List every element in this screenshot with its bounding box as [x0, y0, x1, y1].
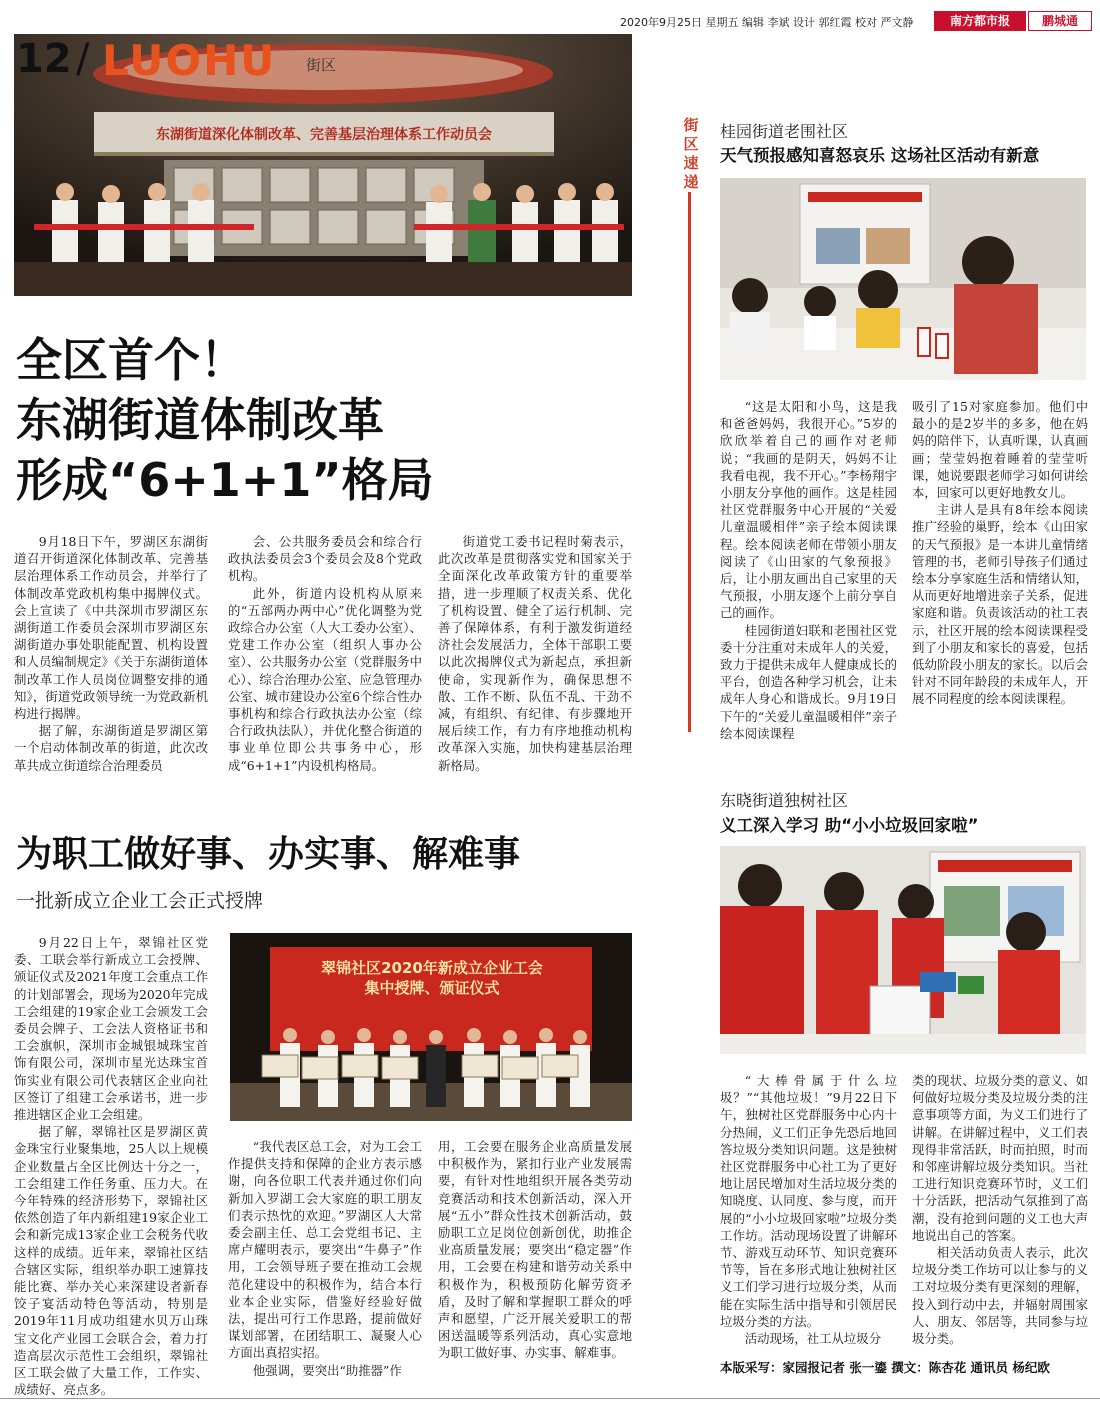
paragraph: “这是太阳和小鸟，这是我和爸爸妈妈，我很开心。”5岁的欣欣举着自己的画作对老师说；“我画的是阴天，妈妈不让我看电视，我不开心。”李杨翔宇小朋友分享他的画作。这是桂园社区党群服务中心开展的“关爱儿童温暖相伴”亲子绘本阅读课程。绘本阅读老师在带领小朋友阅读了《山田家的气象预报》后，让小朋友画出自己家里的天气预报，小朋友逐个上前分享自己的画作。	[720, 399, 897, 621]
union-banner	[272, 958, 592, 998]
sidebar-divider	[688, 192, 691, 732]
banner-line: 集中授牌、颁证仪式	[364, 979, 500, 997]
paragraph: 此外，街道内设机构从原来的“五部两办两中心”优化调整为党政综合办公室（人大工委办公室）、党建工作办公室（组织人事办公室）、公共服务办公室（党群服务中心）、综合治理办公室、应急管理办公室、城市建设办公室6个综合性办事机构和综合行政执法办公室（综合行政执法队），并优化整合街道的事业单位即公共事务中心，形成“6+1+1”内设机构格局。	[228, 585, 422, 773]
article2-col1	[14, 934, 208, 1398]
story2-col1	[720, 1072, 897, 1347]
paragraph: 据了解，翠锦社区是罗湖区黄金珠宝行业聚集地，25人以上规模企业数量占全区比例达十分之一，工会组建工作任务重、压力大。在今年特殊的经济形势下，翠锦社区依然创造了年内新组建19家企业工会和新完成13家企业工会税务代收这样的成绩。近年来，翠锦社区结合辖区实际，组织举办职工速算技能比赛、举办关心来深建设者新春饺子宴活动特色等活动，特别是2019年11月成功组建水贝万山珠宝文化产业园工会联合会，着力打造高层次示范性工会组织，翠锦社区工联会做了大量工作，工作实、成绩好、亮点多。	[14, 1124, 208, 1398]
article2-col2	[228, 1138, 422, 1379]
article1-col3	[438, 533, 632, 774]
paragraph: “我代表区总工会，对为工会工作提供支持和保障的企业方表示感谢，向各位职工代表并通过你们向新加入罗湖工会大家庭的职工朋友们表示热忱的欢迎。”罗湖区人大常委会副主任、总工会党组书记、主席卢耀明表示，要突出“牛鼻子”作用，工会领导班子要在推动工会规范化建设中的积极作为，结合本行业本企业实际，借鉴好经验好做法，提出可行工作思路，提前做好谋划部署，在团结职工、凝聚人心方面出真招实招。	[228, 1139, 422, 1361]
story1-headline: 天气预报感知喜怒哀乐 这场社区活动有新意	[720, 146, 1040, 165]
credits-line: 本版采写：家园报记者 张一鎏 撰文：陈杏花 通讯员 杨纪欧	[720, 1360, 1050, 1375]
paragraph: 9月18日下午，罗湖区东湖街道召开街道深化体制改革、完善基层治理体系工作动员会，并举行了体制改革党政机构集中揭牌仪式。会上宣读了《中共深圳市罗湖区东湖街道工作委员会深圳市罗湖区东湖街道办事处职能配置、机构设置和人员编制规定》《关于东湖街道体制改革工作人员岗位调整安排的通知》，街道党政领导统一为党政新机构进行揭牌。	[14, 534, 208, 722]
paragraph: 相关活动负责人表示，此次垃圾分类工作坊可以让参与的义工对垃圾分类有更深刻的理解，投入到行动中去，并辐射周围家人、朋友、邻居等，共同参与垃圾分类。	[912, 1245, 1088, 1347]
section-subtitle: 街区	[306, 56, 337, 74]
article2-headline: 为职工做好事、办实事、解难事	[16, 834, 521, 875]
story2-headline: 义工深入学习 助“小小垃圾回家啦”	[720, 816, 979, 835]
article1-headline	[16, 330, 656, 510]
paragraph: 9月22日上午，翠锦社区党委、工联会举行新成立工会授牌、颁证仪式及2021年度工会重点工作的计划部署会，现场为2020年完成工会组建的19家企业工会颁发工会委员会牌子、工会法人资格证书和工会旗帜，深圳市金城银城珠宝首饰有限公司，深圳市星光达珠宝首饰实业有限公司代表辖区企业向社区签订了组建工会承诺书，进一步推进辖区企业工会组建。	[14, 935, 208, 1123]
paragraph: “大棒骨属于什么垃圾？”“其他垃圾！”9月22日下午，独树社区党群服务中心内十分热闹，义工们正争先恐后地回答垃圾分类知识问题。这是独树社区党群服务中心社工为了更好地让居民增加对生活垃圾分类的知晓度、认同度、参与度，而开展的“小小垃圾回家啦”垃圾分类工作坊。活动现场设置了讲解环节、游戏互动环节、知识竞赛环节等，旨在多形式地让独树社区义工们学习进行垃圾分类，从而能在实际生活中指导和引领居民垃圾分类的方法。	[720, 1073, 897, 1329]
story2-col2	[912, 1072, 1088, 1347]
story1-kicker: 桂园街道老围社区	[720, 122, 849, 141]
paper-name-logo: 南方都市报	[934, 11, 1026, 31]
paragraph: 用，工会要在服务企业高质量发展中积极作为，紧扣行业产业发展需要，有针对性地组织开展各类劳动竞赛活动和技术创新活动，深入开展“五小”群众性技术创新活动，鼓励职工立足岗位创新创优，助推企业高质量发展；要突出“稳定器”作用，工会要在构建和谐劳动关系中积极作为，积极预防化解劳资矛盾，及时了解和掌握职工群众的呼声和愿望，广泛开展关爱职工的帮困送温暖等系列活动，真心实意地为职工做好事、办实事、解难事。	[438, 1139, 632, 1361]
volunteer-photo	[720, 846, 1086, 1054]
story2-kicker: 东晓街道独树社区	[720, 791, 849, 810]
bottom-rule	[0, 1398, 1100, 1399]
edition-meta: 2020年9月25日 星期五 编辑 李斌 设计 郭红霞 校对 严文静	[620, 16, 914, 29]
paragraph: 据了解，东湖街道是罗湖区第一个启动体制改革的街道，此次改革共成立街道综合治理委员	[14, 723, 208, 773]
app-name-logo: 鹏城通	[1028, 11, 1092, 31]
headline-line: 东湖街道体制改革	[16, 393, 384, 447]
paragraph: 桂园街道妇联和老围社区党委十分注重对未成年人的关爱，致力于提供未成年人健康成长的平台，创造各种学习机会，让未成年人身心和谐成长。9月19日下午的“关爱儿童温暖相伴”亲子绘本阅读课程	[720, 622, 897, 741]
section-title: LUOHU	[102, 36, 277, 85]
article1-col2	[228, 533, 422, 774]
paragraph: 街道党工委书记程时菊表示，此次改革是贯彻落实党和国家关于全面深化改革政策方针的重要举措，进一步理顺了权责关系、优化了机构设置、健全了运行机制、完善了保障体系，有利于激发街道经济社会发展活力，全体干部职工要以此次揭牌仪式为新起点，承担新使命，实现新作为，确保思想不散、工作不断、队伍不乱、干劲不减，有组织、有纪律、有步骤地开展后续工作，有力有序地推动机构改革深入实施，加快构建基层治理新格局。	[438, 534, 632, 773]
banner-line: 翠锦社区2020年新成立企业工会	[321, 959, 543, 977]
paragraph: 活动现场，社工从垃圾分	[744, 1331, 882, 1347]
article1-col1	[14, 533, 208, 774]
story1-col1	[720, 398, 897, 742]
headline-line: 全区首个！	[16, 333, 246, 387]
page-slash: /	[76, 36, 90, 82]
paragraph: 主讲人是具有8年绘本阅读推广经验的巢野，绘本《山田家的天气预报》是一本讲儿童情绪管理的书，老师引导孩子们通过绘本分享家庭生活和情绪认知，从而更好地增进亲子关系，促进家庭和谐。负责该活动的社工表示，社区开展的绘本阅读课程受到了小朋友和家长的喜爱，包括低幼阶段小朋友的家长。以后会针对不同年龄段的未成年人，开展不同程度的绘本阅读课程。	[912, 502, 1088, 707]
story1-col2	[912, 398, 1088, 708]
headline-line: 形成“6+1+1”格局	[16, 453, 434, 507]
paragraph: 类的现状、垃圾分类的意义、如何做好垃圾分类及垃圾分类的注意事项等方面，为义工们进行了讲解。在讲解过程中，义工们表现得非常活跃，时而拍照，时而和邻座讲解垃圾分类知识。当社工进行知识竞赛环节时，义工们十分活跃，把活动气氛推到了高潮，没有抢到问题的义工也大声地说出自己的答案。	[912, 1073, 1088, 1243]
ceremony-banner: 东湖街道深化体制改革、完善基层治理体系工作动员会	[156, 127, 492, 143]
article2-subhead: 一批新成立企业工会正式授牌	[16, 890, 264, 912]
sidebar-label: 街区速递	[683, 116, 699, 191]
masthead	[0, 0, 1100, 34]
article2-col3	[438, 1138, 632, 1362]
paragraph: 吸引了15对家庭参加。他们中最小的是2岁半的多多，他在妈妈的陪伴下，认真听课，认真画画；莹莹妈抱着睡着的莹莹听课，她说要跟老师学习如何讲绘本，回家可以更好地教女儿。	[912, 399, 1088, 501]
picture-book-photo	[720, 178, 1086, 380]
paragraph: 他强调，要突出“助推器”作	[252, 1362, 402, 1378]
page-number: 12	[16, 36, 72, 82]
paragraph: 会、公共服务委员会和综合行政执法委员会3个委员会及8个党政机构。	[228, 534, 422, 584]
